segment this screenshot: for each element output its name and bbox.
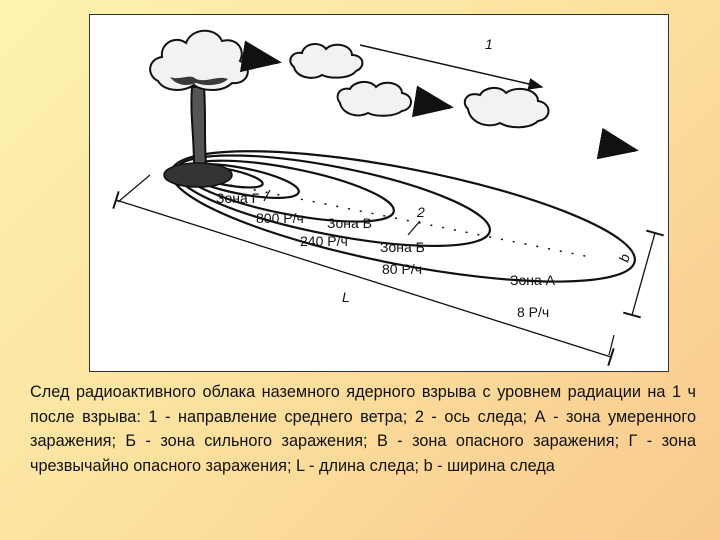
drifting-cloud-2 <box>338 82 411 116</box>
dose-80-label: 80 Р/ч <box>382 261 422 277</box>
dose-800-label: 800 Р/ч <box>256 210 304 226</box>
ground-dust <box>164 163 232 187</box>
zone-v-label: Зона В <box>327 215 372 231</box>
wind-arrow-1 <box>253 58 278 62</box>
dose-240-label: 240 Р/ч <box>300 233 348 249</box>
trace-axis-label: 2 <box>417 204 425 220</box>
length-label: L <box>342 289 350 305</box>
wind-arrow-2 <box>425 103 450 107</box>
zone-g-label: Зона Г <box>216 190 260 206</box>
wind-arrow-3 <box>602 144 635 150</box>
zone-outlines <box>162 124 644 308</box>
width-dimension-line <box>632 233 655 315</box>
wind-direction-label: 1 <box>485 36 493 52</box>
drifting-cloud-1 <box>290 44 362 78</box>
radioactive-trace-diagram <box>89 14 669 372</box>
diagram-canvas <box>90 15 668 371</box>
width-label: b <box>615 252 633 264</box>
dose-8-label: 8 Р/ч <box>517 304 550 320</box>
zone-a-label: Зона А <box>510 272 555 288</box>
mushroom-stem <box>191 87 206 165</box>
wind-direction-line <box>360 45 542 87</box>
zone-a-outline <box>162 124 644 308</box>
drifting-cloud-3 <box>465 88 549 127</box>
diagram-caption: След радиоактивного облака наземного ядерного взрыва с уровнем радиации на 1 ч после взрыва: 1 - направление среднего ветра; 2 - ось следа; А - зона умеренного заражения; Б - зона сильного заражения; В - зона опасного заражения; Г - зона чрезвычайно опасного заражения; L - длина следа; b - ширина следа <box>30 383 696 475</box>
zone-b-label: Зона Б <box>380 239 425 255</box>
